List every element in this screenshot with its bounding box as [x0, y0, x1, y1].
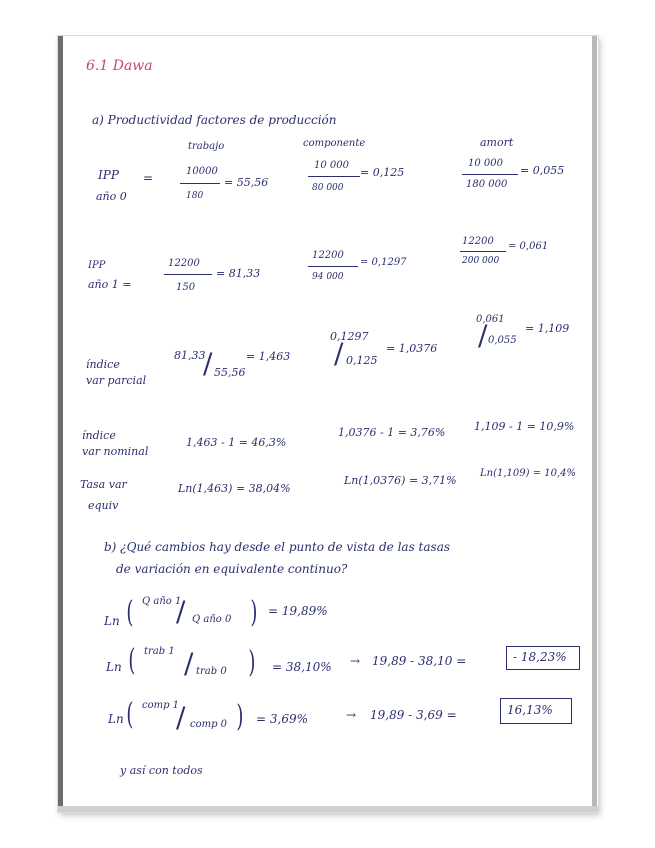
ipp0-label: IPP [98, 168, 119, 182]
indice-trabajo-numerator: 81,33 [174, 349, 206, 362]
row3-numerator: comp 1 [142, 700, 180, 711]
page-bottom-edge [58, 806, 598, 812]
row2-close-paren: ) [248, 645, 256, 680]
row2-boxed-answer [506, 646, 580, 670]
indice-label: índice [86, 358, 120, 371]
ipp1-year-label: año 1 = [88, 278, 132, 291]
equiv-label: Tasa var [80, 478, 127, 491]
row2-boxed-value: - 18,23% [513, 650, 567, 664]
ipp1-comp-numerator: 12200 [312, 250, 344, 261]
ipp0-trabajo-result: = 55,56 [224, 176, 269, 189]
ipp0-trabajo-denominator: 180 [186, 191, 204, 201]
closing-note: y así con todos [120, 764, 203, 777]
nominal-trabajo: 1,463 - 1 = 46,3% [186, 436, 287, 449]
page-right-edge [592, 36, 597, 812]
row2-result: = 38,10% [272, 660, 332, 674]
col-header-trabajo: trabajo [188, 141, 225, 152]
row1-close-paren: ) [250, 595, 258, 630]
equiv-sublabel: equiv [88, 499, 119, 512]
row3-ln: Ln [108, 712, 124, 726]
equiv-amort: Ln(1,109) = 10,4% [480, 468, 577, 479]
col-header-componente: componente [303, 138, 366, 149]
row3-denominator: comp 0 [190, 719, 228, 730]
ipp0-comp-denominator: 80 000 [312, 183, 344, 193]
indice-comp-numerator: 0,1297 [330, 330, 369, 343]
col-header-amort: amort [480, 136, 514, 149]
indice-trabajo-result: = 1,463 [246, 350, 291, 363]
ipp1-trabajo-result: = 81,33 [216, 267, 261, 280]
nominal-sublabel: var nominal [82, 445, 149, 458]
indice-amort-numerator: 0,061 [476, 314, 505, 325]
row1-open-paren: ( [126, 595, 134, 630]
row3-boxed-value: 16,13% [507, 703, 553, 717]
ipp0-amort-denominator: 180 000 [466, 179, 508, 190]
ipp0-amort-result: = 0,055 [520, 164, 565, 177]
row2-denominator: trab 0 [196, 666, 227, 677]
ipp0-comp-numerator: 10 000 [314, 160, 349, 171]
row1-denominator: Q año 0 [192, 614, 232, 625]
ipp0-comp-fraction-bar [308, 176, 360, 177]
ipp1-amort-fraction-bar [460, 251, 506, 252]
ipp1-amort-denominator: 200 000 [462, 256, 500, 266]
row1-numerator: Q año 1 [142, 596, 182, 607]
ipp1-trabajo-denominator: 150 [176, 282, 196, 293]
part-b-question-line1: b) ¿Qué cambios hay desde el punto de vista de las tasas [104, 540, 451, 554]
ipp0-year-label: año 0 [96, 190, 127, 203]
ipp0-trabajo-fraction-bar [180, 183, 220, 184]
ipp1-amort-result: = 0,061 [508, 241, 549, 252]
ipp1-trabajo-fraction-bar [164, 274, 212, 275]
ipp1-comp-result: = 0,1297 [360, 257, 407, 268]
nominal-amort: 1,109 - 1 = 10,9% [474, 420, 575, 433]
indice-trabajo-denominator: 55,56 [214, 366, 246, 379]
row3-slash: / [176, 701, 186, 734]
ipp0-equals: = [143, 171, 154, 185]
row2-calc: 19,89 - 38,10 = [372, 654, 467, 668]
nominal-label: índice [82, 429, 116, 442]
row3-arrow: → [346, 708, 357, 722]
indice-amort-result: = 1,109 [525, 322, 570, 335]
ipp1-amort-numerator: 12200 [462, 236, 494, 247]
row3-calc: 19,89 - 3,69 = [370, 708, 457, 722]
indice-comp-result: = 1,0376 [386, 342, 438, 355]
row2-ln: Ln [106, 660, 122, 674]
row3-close-paren: ) [236, 699, 244, 734]
row1-result: = 19,89% [268, 604, 328, 618]
page-left-edge [58, 36, 63, 812]
exercise-heading: 6.1 Dawa [86, 58, 153, 74]
row2-numerator: trab 1 [144, 646, 175, 657]
row2-open-paren: ( [128, 643, 136, 678]
indice-trabajo-slash: / [203, 347, 213, 380]
row3-result: = 3,69% [256, 712, 308, 726]
indice-sublabel: var parcial [86, 374, 147, 387]
part-b-question-line2: de variación en equivalente continuo? [116, 562, 348, 576]
row3-boxed-answer [500, 698, 572, 724]
indice-amort-slash: / [478, 319, 488, 352]
ipp1-label: IPP [88, 260, 106, 271]
ipp1-comp-denominator: 94 000 [312, 272, 344, 282]
equiv-trabajo: Ln(1,463) = 38,04% [178, 482, 291, 495]
row1-ln: Ln [104, 614, 120, 628]
row3-open-paren: ( [126, 697, 134, 732]
ipp0-amort-fraction-bar [462, 174, 518, 175]
indice-amort-denominator: 0,055 [488, 335, 517, 346]
part-a-title: a) Productividad factores de producción [92, 113, 337, 127]
row2-arrow: → [350, 654, 361, 668]
ipp0-amort-numerator: 10 000 [468, 158, 503, 169]
equiv-comp: Ln(1,0376) = 3,71% [344, 474, 457, 487]
nominal-comp: 1,0376 - 1 = 3,76% [338, 426, 446, 439]
ipp0-trabajo-numerator: 10000 [186, 166, 218, 177]
ipp1-trabajo-numerator: 12200 [168, 258, 200, 269]
indice-comp-slash: / [334, 337, 344, 370]
indice-comp-denominator: 0,125 [346, 354, 378, 367]
ipp1-comp-fraction-bar [308, 266, 358, 267]
ipp0-comp-result: = 0,125 [360, 166, 405, 179]
row1-slash: / [176, 595, 186, 628]
row2-slash: / [184, 647, 194, 680]
